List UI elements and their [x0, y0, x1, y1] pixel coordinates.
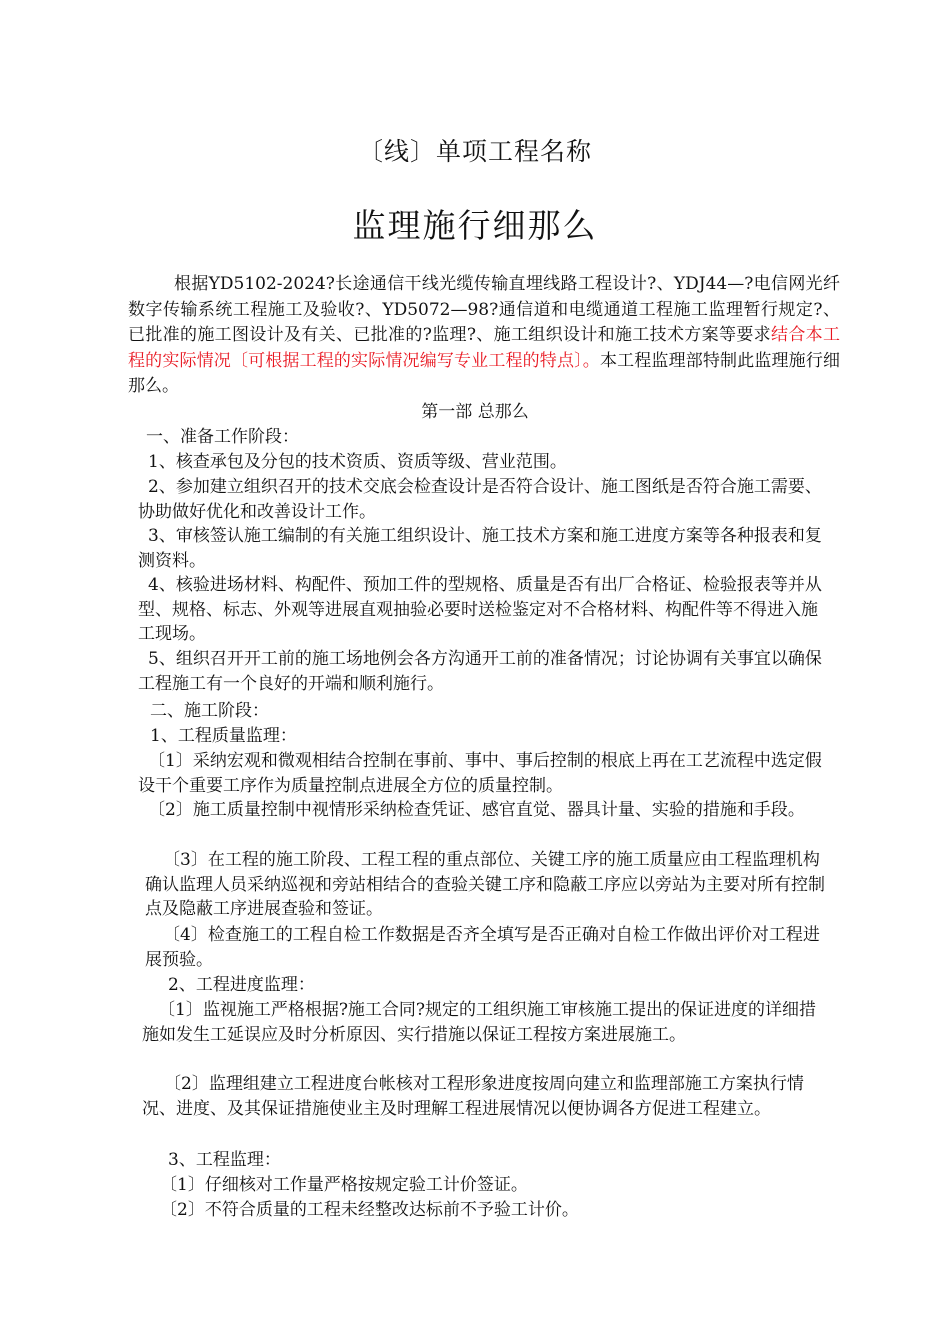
paragraph-prep-3: 3、审核签认施工编制的有关施工组织设计、施工技术方案和施工进度方案等各种报表和复测资料。: [138, 526, 822, 571]
paragraph-prep-4: 4、核验进场材料、构配件、预加工件的型规格、质量是否有出厂合格证、检验报表等并从型、规格、标志、外观等进展直观抽验必要时送检鉴定对不合格材料、构配件等不得进入施工现场。: [138, 575, 822, 644]
intro-text-red: 结合本工程的实际情况〔可根据工程的实际情况编写专业工程的特点〕。: [128, 325, 841, 371]
section-heading-preparation: 一、准备工作阶段：: [146, 427, 299, 447]
document-title: 监理施行细那么: [352, 206, 598, 245]
paragraph-cost-2: 〔2〕不符合质量的工程未经整改达标前不予验工计价。: [160, 1200, 579, 1220]
paragraph-prep-5: 5、组织召开开工前的施工场地例会各方沟通开工前的准备情况；讨论协调有关事宜以确保工程施工有一个良好的开端和顺利施行。: [138, 649, 822, 694]
paragraph-quality-1: 〔1〕采纳宏观和微观相结合控制在事前、事中、事后控制的根底上再在工艺流程中选定假设干个重要工序作为质量控制点进展全方位的质量控制。: [138, 751, 822, 796]
subsection-quality: 1、工程质量监理：: [150, 726, 297, 746]
paragraph-prep-1: 1、核查承包及分包的技术资质、资质等级、营业范围。: [148, 452, 567, 472]
intro-paragraph: [128, 272, 840, 400]
section-heading-construction: 二、施工阶段：: [150, 701, 269, 721]
paragraph-progress-2: 〔2〕监理组建立工程进度台帐核对工程形象进度按周向建立和监理部施工方案执行情况、进度、及其保证措施使业主及时理解工程进展情况以便协调各方促进工程建立。: [142, 1074, 804, 1119]
subsection-progress: 2、工程进度监理：: [168, 975, 315, 995]
paragraph-prep-2: 2、参加建立组织召开的技术交底会检查设计是否符合设计、施工图纸是否符合施工需要、协助做好优化和改善设计工作。: [138, 477, 822, 522]
intro-text-before: 根据YD5102-2024?长途通信干线光缆传输直埋线路工程设计?、YDJ44—?电信网光纤数字传输系统工程施工及验收?、YD5072—98?通信道和电缆通道工程施工监理暂行规定?、已批准的施工图设计及有关、已批准的?监理?、施工组织设计和施工技术方案等要求: [128, 274, 840, 345]
subsection-cost: 3、工程监理：: [168, 1150, 281, 1170]
paragraph-progress-1: 〔1〕监视施工严格根据?施工合同?规定的工组织施工审核施工提出的保证进度的详细措施如发生工延误应及时分析原因、实行措施以保证工程按方案进展施工。: [142, 1000, 817, 1045]
document-subtitle: 〔线〕单项工程名称: [357, 137, 592, 166]
part-heading: 第一部 总那么: [421, 402, 529, 422]
intro-text-after: 本工程监理部特制此监理施行细那么。: [128, 350, 840, 396]
paragraph-quality-3: 〔3〕在工程的施工阶段、工程工程的重点部位、关键工序的施工质量应由工程监理机构确认监理人员采纳巡视和旁站相结合的查验关键工序和隐蔽工序应以旁站为主要对所有控制点及隐蔽工序进展查验和签证。: [145, 850, 825, 919]
paragraph-quality-4: 〔4〕检查施工的工程自检工作数据是否齐全填写是否正确对自检工作做出评价对工程进展预验。: [145, 925, 820, 970]
paragraph-cost-1: 〔1〕仔细核对工作量严格按规定验工计价签证。: [160, 1175, 528, 1195]
paragraph-quality-2: 〔2〕施工质量控制中视情形采纳检查凭证、感官直觉、器具计量、实验的措施和手段。: [148, 800, 805, 820]
